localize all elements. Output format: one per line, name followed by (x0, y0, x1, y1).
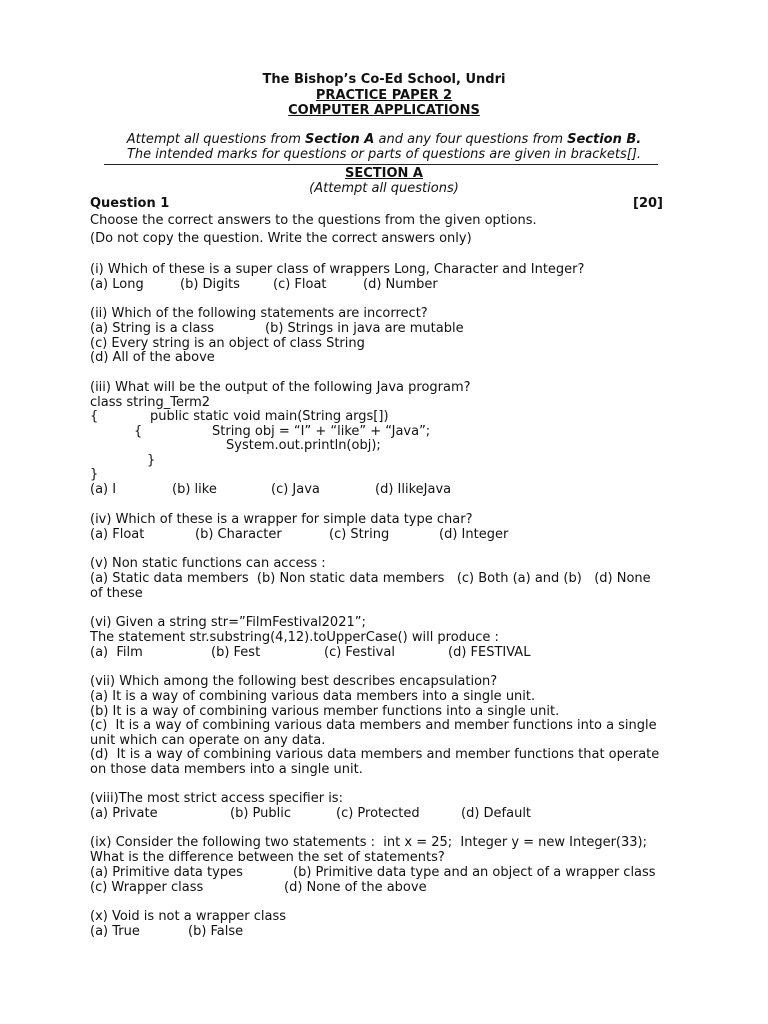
q8-option-b: (b) Public (230, 806, 292, 821)
q3-code-line: public static void main(String args[]) (150, 409, 389, 424)
q6-option-d: (d) FESTIVAL (448, 645, 531, 660)
school-name: The Bishop’s Co-Ed School, Undri (262, 72, 506, 87)
q1-option-d: (d) Number (363, 277, 438, 292)
question-intro-note: (Do not copy the question. Write the correct answers only) (90, 231, 472, 246)
instruction-text: Attempt all questions from (126, 132, 306, 147)
question-marks: [20] (633, 196, 663, 211)
instruction-line-2: The intended marks for questions or parts of questions are given in brackets[]. (126, 147, 642, 162)
q3-code-brace: } (90, 467, 99, 482)
q10-stem: (x) Void is not a wrapper class (90, 909, 287, 924)
q10-option-a: (a) True (90, 924, 140, 939)
q4-option-c: (c) String (329, 527, 390, 542)
q3-code-line: String obj = “I” + “like” + “Java”; (212, 424, 431, 439)
q6-option-a: (a) Film (90, 645, 143, 660)
q8-option-a: (a) Private (90, 806, 158, 821)
q3-option-b: (b) like (172, 482, 217, 497)
q9-option-d: (d) None of the above (284, 880, 427, 895)
q9-option-a: (a) Primitive data types (90, 865, 243, 880)
q7-option-c: (c) It is a way of combining various data members and member functions into a single (90, 718, 657, 733)
instruction-line-1 (0, 132, 768, 147)
subject-title: COMPUTER APPLICATIONS (288, 103, 480, 118)
q9-stem-2: What is the difference between the set of statements? (90, 850, 445, 865)
q3-code-line: class string_Term2 (90, 395, 211, 410)
instruction-text: and any four questions from (374, 132, 568, 147)
q7-option-c-cont: unit which can operate on any data. (90, 733, 326, 748)
section-title: SECTION A (344, 166, 423, 181)
q3-option-d: (d) IlikeJava (375, 482, 452, 497)
q3-code-line: System.out.println(obj); (226, 438, 381, 453)
q1-stem: (i) Which of these is a super class of wrappers Long, Character and Integer? (90, 262, 585, 277)
q1-option-b: (b) Digits (180, 277, 240, 292)
q3-stem: (iii) What will be the output of the following Java program? (90, 380, 471, 395)
q2-option-a: (a) String is a class (90, 321, 215, 336)
question-label: Question 1 (90, 196, 170, 211)
q7-option-b: (b) It is a way of combining various member functions into a single unit. (90, 704, 560, 719)
q4-option-d: (d) Integer (439, 527, 509, 542)
q8-stem: (viii)The most strict access specifier is: (90, 791, 343, 806)
section-subtitle: (Attempt all questions) (309, 181, 459, 196)
q6-option-b: (b) Fest (211, 645, 261, 660)
q10-option-b: (b) False (188, 924, 244, 939)
q2-option-c: (c) Every string is an object of class String (90, 336, 365, 351)
divider (104, 164, 658, 165)
paper-title: PRACTICE PAPER 2 (315, 88, 453, 103)
q7-option-d-cont: on those data members into a single unit. (90, 762, 363, 777)
q7-stem: (vii) Which among the following best describes encapsulation? (90, 674, 498, 689)
q9-option-b: (b) Primitive data type and an object of a wrapper class (293, 865, 656, 880)
q3-code-brace: { (90, 409, 99, 424)
q1-option-c: (c) Float (273, 277, 327, 292)
q3-option-a: (a) I (90, 482, 117, 497)
q7-option-d: (d) It is a way of combining various data members and member functions that operate (90, 747, 660, 762)
q2-option-d: (d) All of the above (90, 350, 215, 365)
q6-stem-2: The statement str.substring(4,12).toUpperCase() will produce : (90, 630, 499, 645)
question-intro: Choose the correct answers to the questions from the given options. (90, 213, 537, 228)
q9-option-c: (c) Wrapper class (90, 880, 204, 895)
q7-option-a: (a) It is a way of combining various data members into a single unit. (90, 689, 536, 704)
q8-option-c: (c) Protected (336, 806, 420, 821)
q8-option-d: (d) Default (461, 806, 532, 821)
q2-stem: (ii) Which of the following statements are incorrect? (90, 306, 428, 321)
q4-stem: (iv) Which of these is a wrapper for simple data type char? (90, 512, 473, 527)
instruction-section-b: Section B. (567, 132, 642, 147)
q1-option-a: (a) Long (90, 277, 144, 292)
q6-stem: (vi) Given a string str=”FilmFestival2021”; (90, 615, 366, 630)
q9-stem: (ix) Consider the following two statements : int x = 25; Integer y = new Integer(33); (90, 835, 647, 850)
q4-option-b: (b) Character (195, 527, 282, 542)
q6-option-c: (c) Festival (324, 645, 395, 660)
q2-option-b: (b) Strings in java are mutable (265, 321, 464, 336)
q3-option-c: (c) Java (271, 482, 320, 497)
instruction-section-a: Section A (305, 132, 375, 147)
q5-options-cont: of these (90, 586, 143, 601)
q3-code-brace: } (147, 453, 156, 468)
q5-options: (a) Static data members (b) Non static data members (c) Both (a) and (b) (d) None (90, 571, 651, 586)
q3-code-brace: { (134, 424, 143, 439)
q5-stem: (v) Non static functions can access : (90, 556, 326, 571)
q4-option-a: (a) Float (90, 527, 145, 542)
